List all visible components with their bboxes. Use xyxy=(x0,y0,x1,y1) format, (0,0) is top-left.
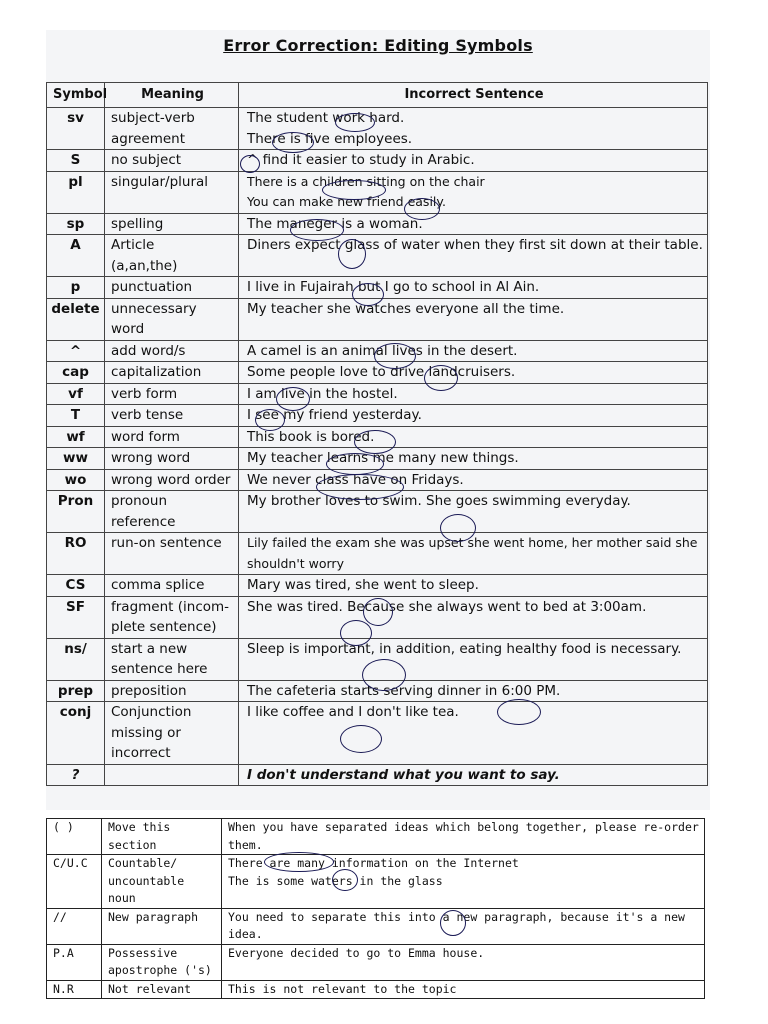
sentence-cell: The cafeteria starts serving dinner in 6:00 PM. xyxy=(239,680,708,702)
table-row xyxy=(47,213,708,235)
meaning-cell: singular/plural xyxy=(105,171,239,213)
table-row xyxy=(47,638,708,680)
table-row xyxy=(47,426,708,448)
sentence-cell: Some people love to drive landcruisers. xyxy=(239,362,708,384)
sentence-cell: Everyone decided to go to Emma house. xyxy=(222,944,705,980)
sentence-cell: There is a children sitting on the chair You can make new friend easily. xyxy=(239,171,708,213)
sentence-cell: You need to separate this into a new paragraph, because it's a new idea. xyxy=(222,908,705,944)
sentence-cell: I like coffee and I don't like tea. xyxy=(239,702,708,765)
table-row xyxy=(47,405,708,427)
meaning-cell: Countable/ uncountable noun xyxy=(102,855,222,909)
sentence-cell: ^ find it easier to study in Arabic. xyxy=(239,150,708,172)
sentence-cell: I am live in the hostel. xyxy=(239,383,708,405)
meaning-cell: word form xyxy=(105,426,239,448)
table-row xyxy=(47,298,708,340)
sentence-cell: I see my friend yesterday. xyxy=(239,405,708,427)
sentence-cell: Mary was tired, she went to sleep. xyxy=(239,575,708,597)
table-row xyxy=(47,702,708,765)
table-row xyxy=(47,362,708,384)
sentence-cell: The student work hard. There is five employees. xyxy=(239,108,708,150)
symbol-cell: pl xyxy=(47,171,105,213)
meaning-cell: Conjunction missing or incorrect xyxy=(105,702,239,765)
table-row xyxy=(47,383,708,405)
table-row xyxy=(47,944,705,980)
meaning-cell: no subject xyxy=(105,150,239,172)
table-row xyxy=(47,855,705,909)
symbol-cell: cap xyxy=(47,362,105,384)
meaning-cell: verb tense xyxy=(105,405,239,427)
meaning-cell: preposition xyxy=(105,680,239,702)
meaning-cell: New paragraph xyxy=(102,908,222,944)
editing-symbols-table xyxy=(46,82,708,786)
header-symbol: Symbol xyxy=(47,83,105,108)
meaning-cell: run-on sentence xyxy=(105,533,239,575)
symbol-cell: C/U.C xyxy=(47,855,102,909)
symbol-cell: ^ xyxy=(47,340,105,362)
sentence-cell: She was tired. Because she always went to bed at 3:00am. xyxy=(239,596,708,638)
meaning-cell: subject-verb agreement xyxy=(105,108,239,150)
meaning-cell: start a new sentence here xyxy=(105,638,239,680)
sentence-cell: I don't understand what you want to say. xyxy=(239,764,708,786)
table-row xyxy=(47,596,708,638)
sentence-cell: My teacher she watches everyone all the time. xyxy=(239,298,708,340)
meaning-cell: Possessive apostrophe ('s) xyxy=(102,944,222,980)
symbol-cell: CS xyxy=(47,575,105,597)
symbol-cell: SF xyxy=(47,596,105,638)
symbol-cell: // xyxy=(47,908,102,944)
symbol-cell: A xyxy=(47,235,105,277)
table-row xyxy=(47,908,705,944)
sentence-cell: This is not relevant to the topic xyxy=(222,980,705,999)
symbol-cell: ( ) xyxy=(47,819,102,855)
meaning-cell: verb form xyxy=(105,383,239,405)
table-row xyxy=(47,340,708,362)
sentence-cell: Lily failed the exam she was upset she went home, her mother said she shouldn't worry xyxy=(239,533,708,575)
meaning-cell: capitalization xyxy=(105,362,239,384)
sentence-cell: Diners expect glass of water when they first sit down at their table. xyxy=(239,235,708,277)
table-row xyxy=(47,491,708,533)
page-title: Error Correction: Editing Symbols xyxy=(223,36,533,55)
symbol-cell: vf xyxy=(47,383,105,405)
meaning-cell xyxy=(105,764,239,786)
meaning-cell: add word/s xyxy=(105,340,239,362)
meaning-cell: spelling xyxy=(105,213,239,235)
meaning-cell: wrong word xyxy=(105,448,239,470)
sentence-cell: I live in Fujairah but I go to school in Al Ain. xyxy=(239,277,708,299)
symbol-cell: wf xyxy=(47,426,105,448)
table-row xyxy=(47,235,708,277)
table-row xyxy=(47,108,708,150)
table-row xyxy=(47,469,708,491)
meaning-cell: Move this section xyxy=(102,819,222,855)
symbol-cell: p xyxy=(47,277,105,299)
sentence-cell: This book is bored. xyxy=(239,426,708,448)
meaning-cell: comma splice xyxy=(105,575,239,597)
meaning-cell: Article (a,an,the) xyxy=(105,235,239,277)
table-row xyxy=(47,575,708,597)
symbol-cell: conj xyxy=(47,702,105,765)
symbol-cell: Pron xyxy=(47,491,105,533)
sentence-cell: Sleep is important, in addition, eating healthy food is necessary. xyxy=(239,638,708,680)
symbol-cell: T xyxy=(47,405,105,427)
symbol-cell: ? xyxy=(47,764,105,786)
meaning-cell: Not relevant xyxy=(102,980,222,999)
table-row xyxy=(47,448,708,470)
symbol-cell: sp xyxy=(47,213,105,235)
symbol-cell: S xyxy=(47,150,105,172)
symbol-cell: delete xyxy=(47,298,105,340)
sentence-cell: We never class have on Fridays. xyxy=(239,469,708,491)
symbol-cell: N.R xyxy=(47,980,102,999)
symbol-cell: ww xyxy=(47,448,105,470)
table-header-row xyxy=(47,83,708,108)
table-row xyxy=(47,277,708,299)
table-row xyxy=(47,533,708,575)
symbol-cell: P.A xyxy=(47,944,102,980)
symbol-cell: wo xyxy=(47,469,105,491)
header-meaning: Meaning xyxy=(105,83,239,108)
table-row xyxy=(47,680,708,702)
sentence-cell: My teacher learns me many new things. xyxy=(239,448,708,470)
table-row xyxy=(47,980,705,999)
meaning-cell: pronoun reference xyxy=(105,491,239,533)
meaning-cell: wrong word order xyxy=(105,469,239,491)
symbol-cell: prep xyxy=(47,680,105,702)
table-row xyxy=(47,171,708,213)
table-row xyxy=(47,819,705,855)
sentence-cell: A camel is an animal lives in the desert. xyxy=(239,340,708,362)
sentence-cell: My brother loves to swim. She goes swimming everyday. xyxy=(239,491,708,533)
symbol-cell: RO xyxy=(47,533,105,575)
meaning-cell: unnecessary word xyxy=(105,298,239,340)
sentence-cell: The maneger is a woman. xyxy=(239,213,708,235)
additional-symbols-table xyxy=(46,818,705,999)
sentence-cell: There are many information on the Internet The is some waters in the glass xyxy=(222,855,705,909)
symbol-cell: ns/ xyxy=(47,638,105,680)
header-sentence: Incorrect Sentence xyxy=(239,83,708,108)
sentence-cell: When you have separated ideas which belong together, please re-order them. xyxy=(222,819,705,855)
symbol-cell: sv xyxy=(47,108,105,150)
table-row xyxy=(47,764,708,786)
meaning-cell: fragment (incom-plete sentence) xyxy=(105,596,239,638)
meaning-cell: punctuation xyxy=(105,277,239,299)
table-row xyxy=(47,150,708,172)
